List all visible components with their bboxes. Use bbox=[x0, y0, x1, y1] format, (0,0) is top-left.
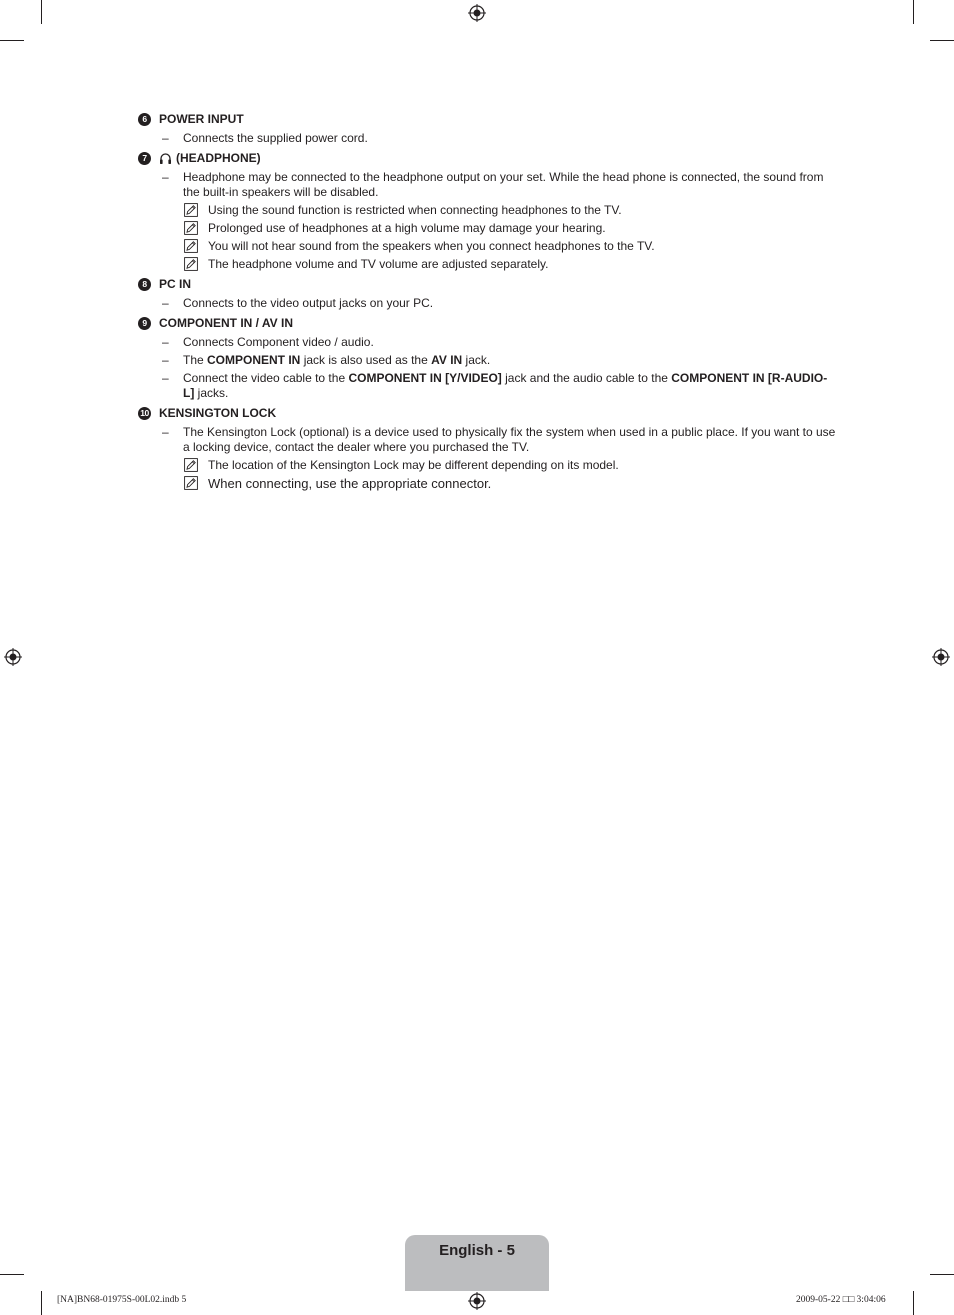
crop-mark bbox=[913, 1291, 914, 1315]
note-text: When connecting, use the appropriate connector. bbox=[208, 476, 492, 491]
section-pc-in bbox=[138, 275, 838, 311]
crop-mark bbox=[41, 1291, 42, 1315]
note-icon bbox=[184, 257, 198, 271]
bullet-dash: – bbox=[162, 335, 169, 349]
section-heading bbox=[138, 314, 838, 332]
note-icon bbox=[184, 476, 198, 490]
page-label: English - 5 bbox=[439, 1242, 515, 1259]
registration-mark-icon bbox=[468, 1292, 486, 1310]
section-heading bbox=[138, 404, 838, 422]
crop-mark bbox=[930, 1274, 954, 1275]
bullet-item bbox=[138, 296, 838, 311]
note-item bbox=[184, 203, 838, 218]
text-run: Connects the supplied power cord. bbox=[183, 131, 368, 145]
note-item bbox=[184, 458, 838, 473]
registration-mark-icon bbox=[4, 648, 22, 666]
note-item bbox=[184, 221, 838, 236]
note-text: Using the sound function is restricted when connecting headphones to the TV. bbox=[208, 203, 622, 217]
page-number-tab bbox=[405, 1235, 549, 1291]
section-heading bbox=[138, 149, 838, 167]
section-number-badge: 10 bbox=[138, 407, 151, 420]
section-title: POWER INPUT bbox=[159, 111, 244, 126]
bullet-text bbox=[183, 296, 838, 311]
bold-term: COMPONENT IN [Y/VIDEO] bbox=[348, 371, 502, 385]
section-component-in-av-in bbox=[138, 314, 838, 401]
note-item bbox=[184, 476, 838, 491]
section-kensington-lock bbox=[138, 404, 838, 491]
text-run: Connects Component video / audio. bbox=[183, 335, 374, 349]
note-item bbox=[184, 239, 838, 254]
bullet-text bbox=[183, 425, 838, 455]
note-text: Prolonged use of headphones at a high volume may damage your hearing. bbox=[208, 221, 606, 235]
text-run: The bbox=[183, 353, 208, 367]
headphone-icon bbox=[159, 152, 172, 165]
crop-mark bbox=[913, 0, 914, 24]
bullet-dash: – bbox=[162, 170, 169, 184]
bullet-text bbox=[183, 353, 838, 368]
bullet-dash: – bbox=[162, 353, 169, 367]
section-title: COMPONENT IN / AV IN bbox=[159, 315, 294, 330]
section-number-badge: 8 bbox=[138, 278, 151, 291]
connection-descriptions bbox=[138, 110, 838, 494]
note-text: You will not hear sound from the speakers when you connect headphones to the TV. bbox=[208, 239, 655, 253]
section-heading bbox=[138, 275, 838, 293]
section-power-input bbox=[138, 110, 838, 146]
bullet-dash: – bbox=[162, 425, 169, 439]
bullet-item bbox=[138, 425, 838, 455]
footer-file-name: [NA]BN68-01975S-00L02.indb 5 bbox=[57, 1295, 187, 1305]
note-text: The headphone volume and TV volume are adjusted separately. bbox=[208, 257, 549, 271]
bullet-text bbox=[183, 335, 838, 350]
note-text: The location of the Kensington Lock may be different depending on its model. bbox=[208, 458, 619, 472]
crop-mark bbox=[0, 40, 24, 41]
registration-mark-icon bbox=[468, 4, 486, 22]
crop-mark bbox=[41, 0, 42, 24]
bullet-item bbox=[138, 353, 838, 368]
crop-mark bbox=[930, 40, 954, 41]
bold-term: AV IN bbox=[431, 353, 463, 367]
section-number-badge: 9 bbox=[138, 317, 151, 330]
footer-timestamp: 2009-05-22 □□ 3:04:06 bbox=[796, 1295, 886, 1305]
bullet-item bbox=[138, 335, 838, 350]
text-run: jack. bbox=[462, 353, 491, 367]
note-icon bbox=[184, 221, 198, 235]
bullet-text bbox=[183, 170, 838, 200]
note-item bbox=[184, 257, 838, 272]
section-heading bbox=[138, 110, 838, 128]
section-title: PC IN bbox=[159, 276, 192, 291]
bullet-dash: – bbox=[162, 371, 169, 385]
text-run: jacks. bbox=[194, 386, 229, 400]
text-run: jack and the audio cable to the bbox=[501, 371, 672, 385]
bullet-item bbox=[138, 371, 838, 401]
bullet-dash: – bbox=[162, 131, 169, 145]
bullet-item bbox=[138, 131, 838, 146]
note-icon bbox=[184, 458, 198, 472]
text-run: Connects to the video output jacks on your PC. bbox=[183, 296, 434, 310]
text-run: Headphone may be connected to the headphone output on your set. While the head phone is connected, the sound from the built-in speakers will be disabled. bbox=[183, 170, 824, 199]
bullet-text bbox=[183, 371, 838, 401]
section-headphone bbox=[138, 149, 838, 272]
bullet-item bbox=[138, 170, 838, 200]
bold-term: COMPONENT IN [R-AUDIO-L] bbox=[183, 371, 828, 400]
bullet-text bbox=[183, 131, 838, 146]
section-number-badge: 7 bbox=[138, 152, 151, 165]
text-run: Connect the video cable to the bbox=[183, 371, 349, 385]
section-title: (HEADPHONE) bbox=[176, 150, 261, 165]
section-number-badge: 6 bbox=[138, 113, 151, 126]
registration-mark-icon bbox=[932, 648, 950, 666]
crop-mark bbox=[0, 1274, 24, 1275]
bold-term: COMPONENT IN bbox=[207, 353, 301, 367]
text-run: jack is also used as the bbox=[300, 353, 432, 367]
section-title: KENSINGTON LOCK bbox=[159, 405, 277, 420]
note-icon bbox=[184, 203, 198, 217]
bullet-dash: – bbox=[162, 296, 169, 310]
note-icon bbox=[184, 239, 198, 253]
text-run: The Kensington Lock (optional) is a device used to physically fix the system when used in a public place. If you want to use a locking device, contact the dealer where you purchased the TV. bbox=[183, 425, 836, 454]
